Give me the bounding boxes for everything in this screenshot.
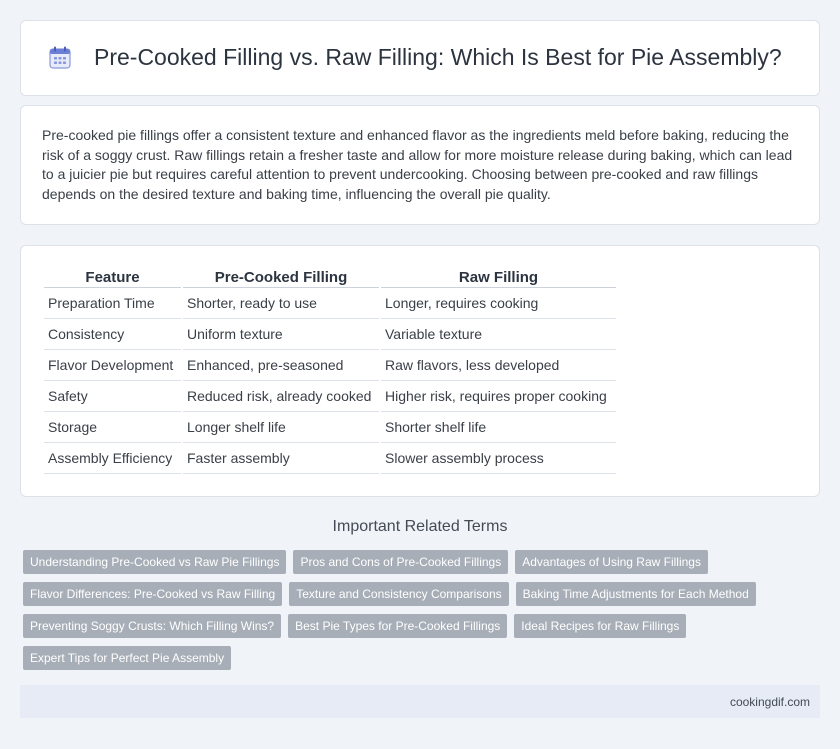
pre-cooked-cell: Enhanced, pre-seasoned	[183, 350, 379, 381]
header-pre-cooked: Pre-Cooked Filling	[183, 267, 379, 288]
tag-row	[23, 550, 783, 574]
table-row	[44, 443, 616, 474]
title-card	[20, 20, 820, 96]
related-terms-title: Important Related Terms	[332, 518, 508, 535]
pre-cooked-cell: Shorter, ready to use	[183, 288, 379, 319]
tag-row	[23, 582, 783, 606]
feature-cell: Consistency	[44, 319, 181, 350]
tag-row	[23, 646, 783, 670]
tag-row	[23, 614, 783, 638]
comparison-table-card	[20, 245, 820, 497]
raw-cell: Longer, requires cooking	[381, 288, 616, 319]
table-header-row	[44, 267, 616, 288]
feature-cell: Flavor Development	[44, 350, 181, 381]
pre-cooked-cell: Longer shelf life	[183, 412, 379, 443]
table-row	[44, 350, 616, 381]
related-tag[interactable]: Texture and Consistency Comparisons	[289, 582, 508, 606]
related-tag[interactable]: Understanding Pre-Cooked vs Raw Pie Fillings	[23, 550, 286, 574]
site-name[interactable]: cookingdif.com	[729, 695, 810, 709]
page-title: Pre-Cooked Filling vs. Raw Filling: Which Is Best for Pie Assembly?	[94, 44, 782, 70]
intro-card	[20, 105, 820, 225]
comparison-table	[42, 267, 618, 474]
related-tag[interactable]: Baking Time Adjustments for Each Method	[516, 582, 756, 606]
table-row	[44, 381, 616, 412]
related-tag[interactable]: Advantages of Using Raw Fillings	[515, 550, 708, 574]
pre-cooked-cell: Reduced risk, already cooked	[183, 381, 379, 412]
raw-cell: Variable texture	[381, 319, 616, 350]
related-tags	[23, 550, 783, 678]
raw-cell: Shorter shelf life	[381, 412, 616, 443]
raw-cell: Raw flavors, less developed	[381, 350, 616, 381]
pre-cooked-cell: Faster assembly	[183, 443, 379, 474]
related-tag[interactable]: Flavor Differences: Pre-Cooked vs Raw Filling	[23, 582, 282, 606]
related-tag[interactable]: Ideal Recipes for Raw Fillings	[514, 614, 686, 638]
related-tag[interactable]: Preventing Soggy Crusts: Which Filling Wins?	[23, 614, 281, 638]
raw-cell: Higher risk, requires proper cooking	[381, 381, 616, 412]
related-tag[interactable]: Best Pie Types for Pre-Cooked Fillings	[288, 614, 507, 638]
related-tag[interactable]: Expert Tips for Perfect Pie Assembly	[23, 646, 231, 670]
table-row	[44, 319, 616, 350]
related-tag[interactable]: Pros and Cons of Pre-Cooked Fillings	[293, 550, 508, 574]
feature-cell: Safety	[44, 381, 181, 412]
calendar-icon	[49, 46, 71, 70]
intro-text: Pre-cooked pie fillings offer a consistent texture and enhanced flavor as the ingredients meld before baking, reducing the risk of a soggy crust. Raw fillings retain a fresher taste and allow for more moisture release during baking, which can lead to a juicier pie but requires careful attention to prevent undercooking. Choosing between pre-cooked and raw fillings depends on the desired texture and baking time, influencing the overall pie quality.	[42, 127, 793, 202]
raw-cell: Slower assembly process	[381, 443, 616, 474]
header-feature: Feature	[44, 267, 181, 288]
table-row	[44, 288, 616, 319]
header-raw: Raw Filling	[381, 267, 616, 288]
footer	[20, 685, 820, 718]
pre-cooked-cell: Uniform texture	[183, 319, 379, 350]
feature-cell: Preparation Time	[44, 288, 181, 319]
feature-cell: Storage	[44, 412, 181, 443]
table-row	[44, 412, 616, 443]
feature-cell: Assembly Efficiency	[44, 443, 181, 474]
